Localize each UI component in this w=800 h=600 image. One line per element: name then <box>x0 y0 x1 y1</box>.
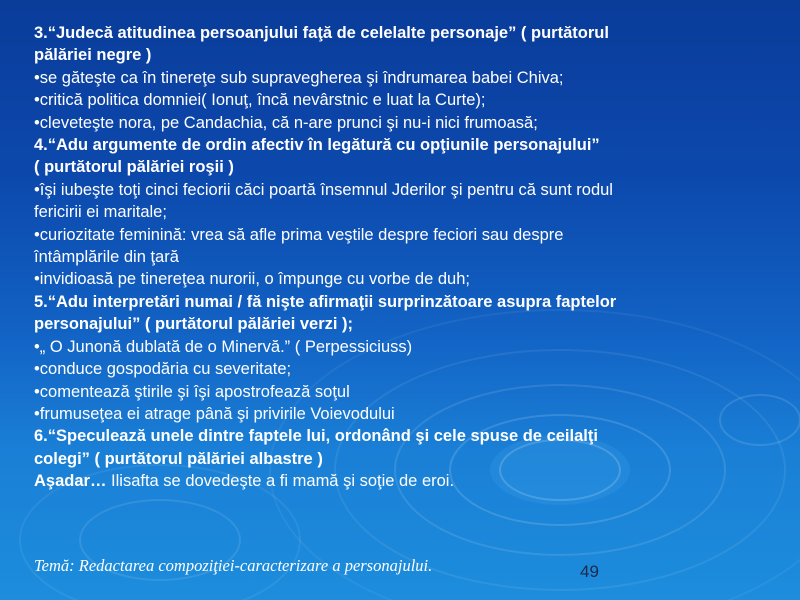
text-line: pălăriei negre ) <box>34 46 152 65</box>
text-line: •comentează ştirile şi îşi apostrofează soţul <box>34 382 350 401</box>
text-line: 4.“Adu argumente de ordin afectiv în legătură cu opţiunile personajului” <box>34 136 600 155</box>
text-line: întâmplările din ţară <box>34 248 179 267</box>
text-line: •frumuseţea ei atrage până şi privirile Voievodului <box>34 404 395 423</box>
text-line: ( purtătorul pălăriei roşii ) <box>34 158 234 177</box>
text-line: •critică politica domniei( Ionuţ, încă nevârstnic e luat la Curte); <box>34 91 486 110</box>
conclusion-text: Ilisafta se dovedeşte a fi mamă şi soţie de eroi. <box>106 472 455 491</box>
theme-footer: Temă: Redactarea compoziţiei-caracterizare a personajului. <box>34 556 433 575</box>
text-line: 3.“Judecă atitudinea persoanjului faţă de celelalte personaje” ( purtătorul <box>34 24 609 42</box>
text-line: fericirii ei maritale; <box>34 203 167 222</box>
conclusion-label: Aşadar… <box>34 472 107 491</box>
text-line: •cleveteşte nora, pe Candachia, că n-are prunci şi nu-i nici frumoasă; <box>34 113 538 132</box>
text-line: colegi” ( purtătorul pălăriei albastre ) <box>34 449 323 468</box>
text-line: •„ O Junonă dublată de o Minervă.” ( Perpessiciuss) <box>34 337 413 356</box>
page-number: 49 <box>580 562 599 581</box>
text-line: •îşi iubeşte toţi cinci feciorii căci poartă însemnul Jderilor şi pentru că sunt rodul <box>34 180 613 199</box>
slide-text-block <box>34 22 774 493</box>
text-line: •curiozitate feminină: vrea să afle prima veştile despre feciori sau despre <box>34 225 564 244</box>
text-line: 5.“Adu interpretări numai / fă nişte afirmaţii surprinzătoare asupra faptelor <box>34 292 617 311</box>
text-line: •conduce gospodăria cu severitate; <box>34 360 292 379</box>
text-line: •se găteşte ca în tinereţe sub supravegherea şi îndrumarea babei Chiva; <box>34 68 564 87</box>
text-line: 6.“Speculează unele dintre faptele lui, ordonând şi cele spuse de ceilalţi <box>34 427 598 446</box>
conclusion-line <box>34 470 774 492</box>
text-line: •invidioasă pe tinereţea nurorii, o împunge cu vorbe de duh; <box>34 270 470 289</box>
text-line: personajului” ( purtătorul pălăriei verzi ); <box>34 315 354 334</box>
